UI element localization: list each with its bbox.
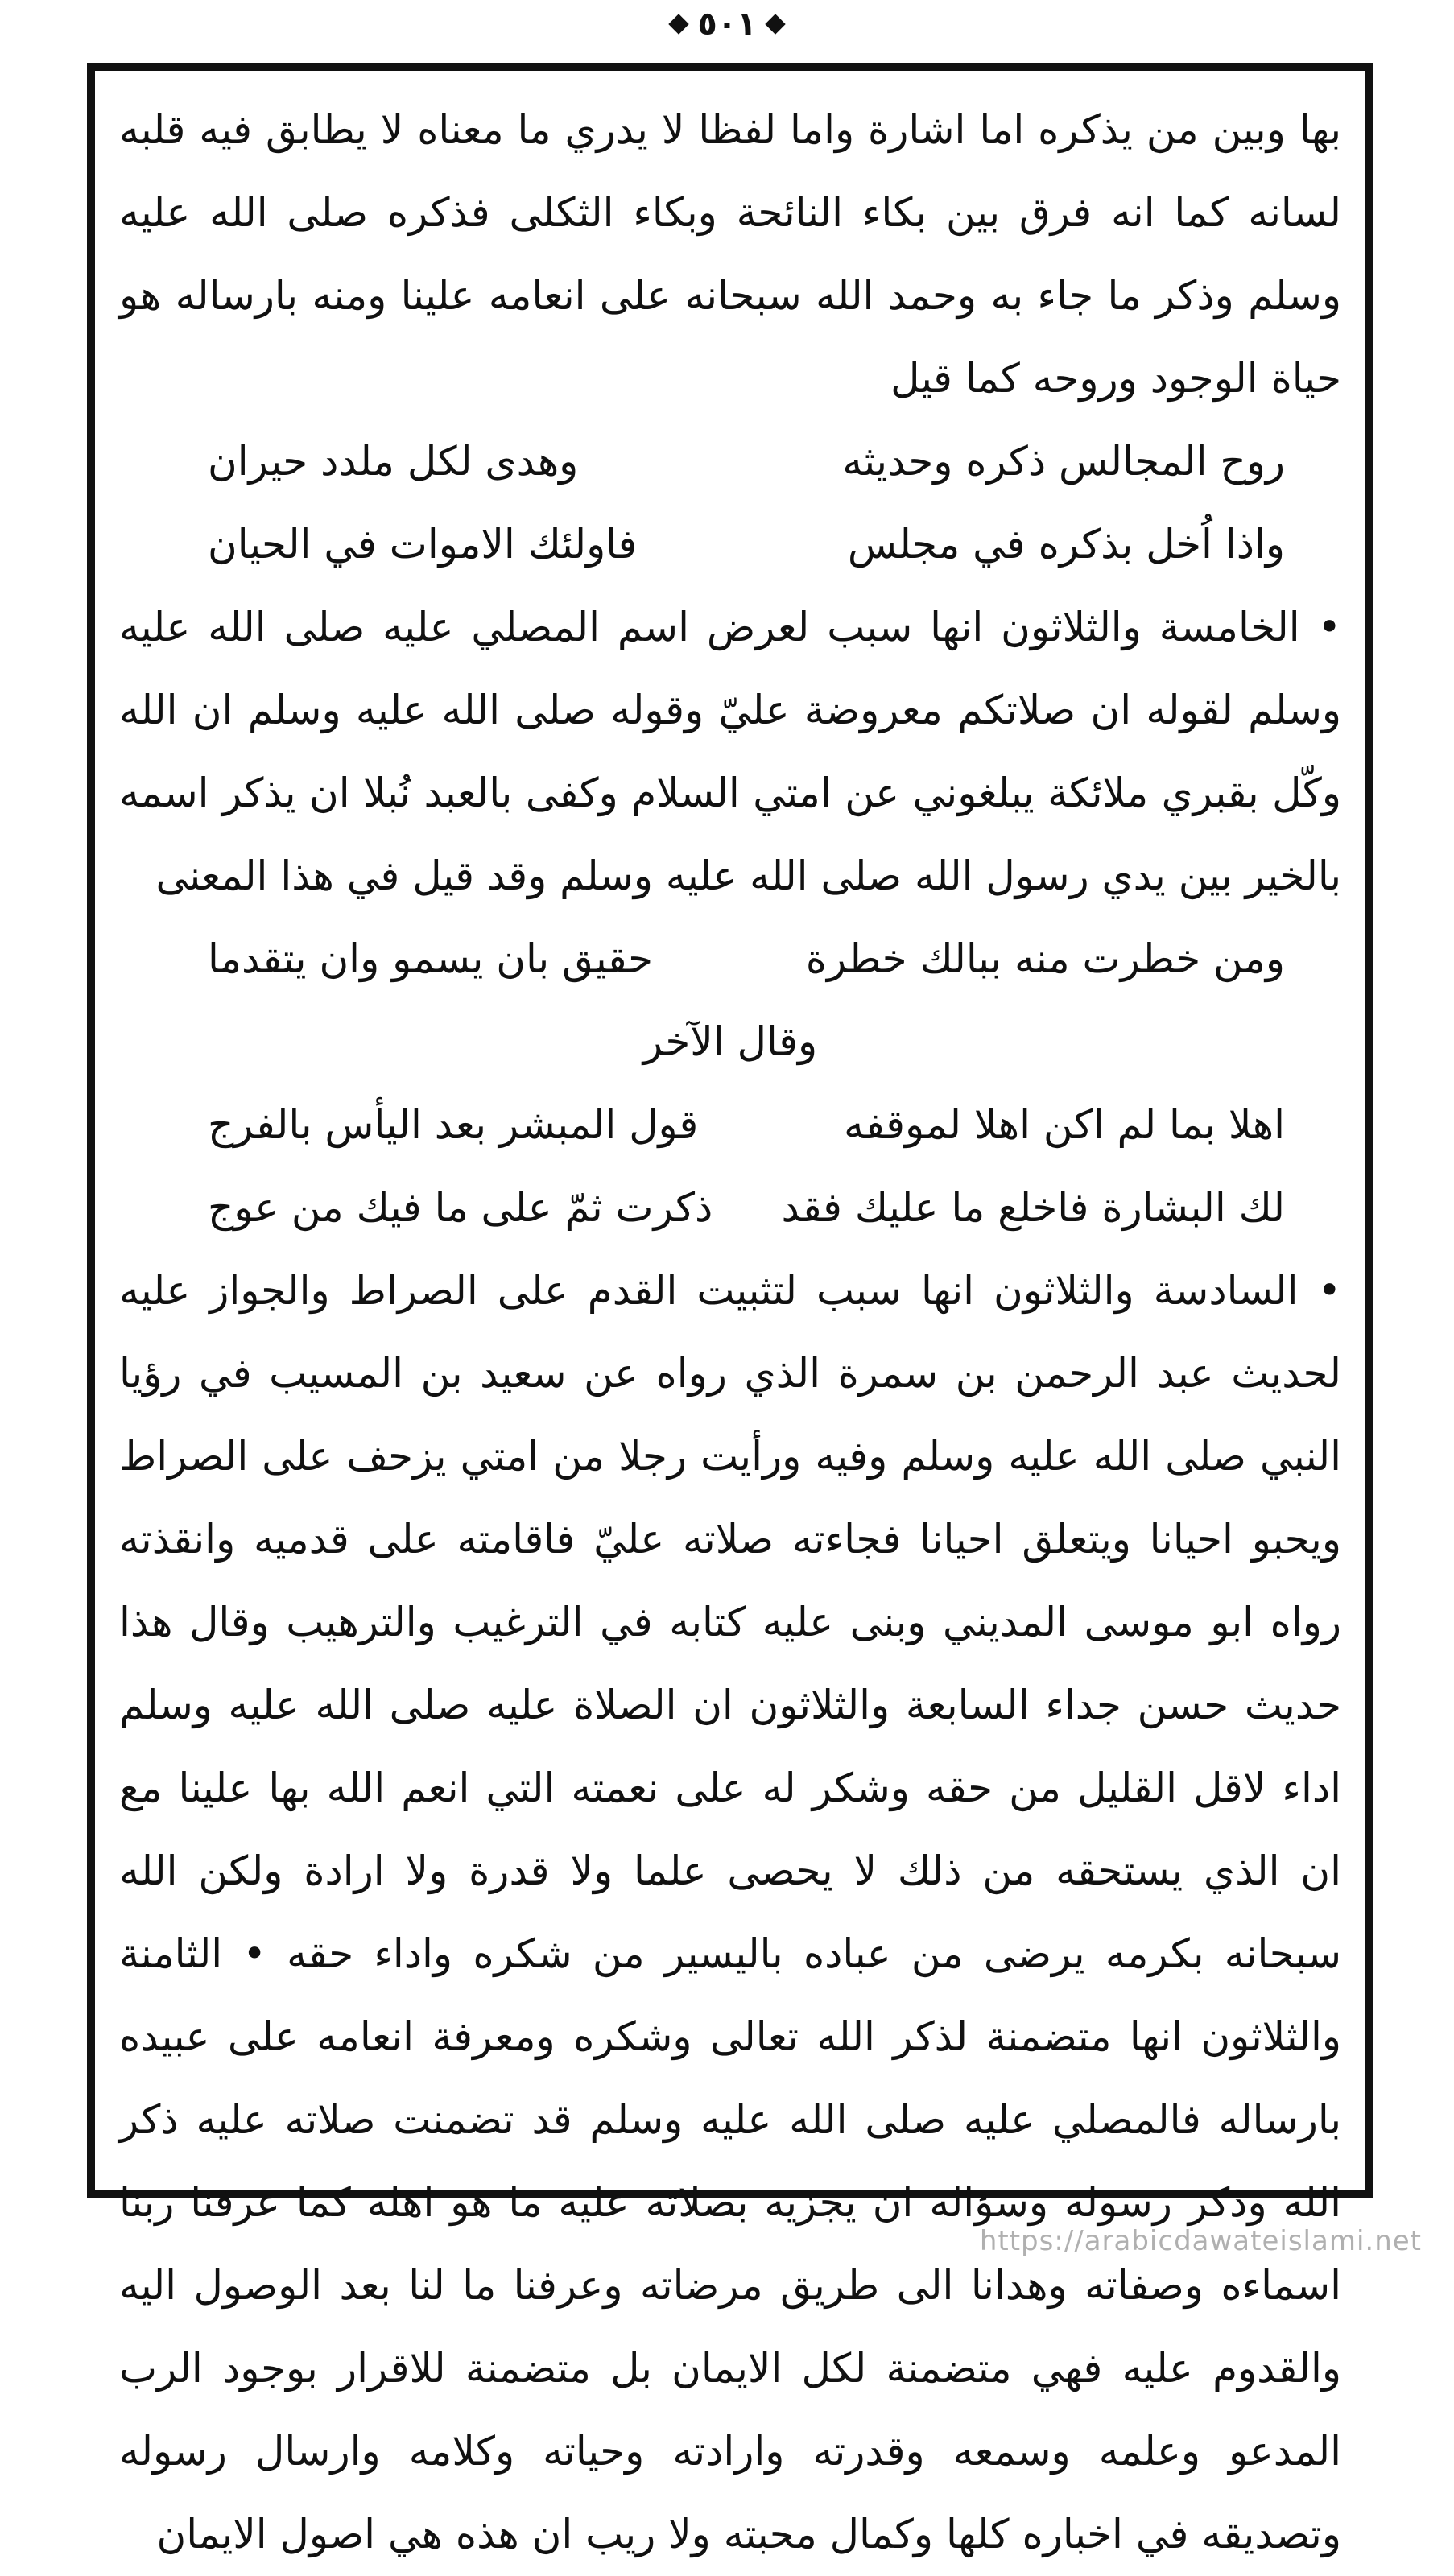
verse-second-hemistich: وهدى لكل ملدد حيران — [208, 438, 579, 485]
verse-first-hemistich: روح المجالس ذكره وحديثه — [842, 438, 1285, 485]
verse-first-hemistich: ومن خطرت منه ببالك خطرة — [805, 935, 1285, 982]
verse-line — [119, 1084, 1341, 1166]
verse-line — [119, 503, 1341, 586]
diamond-ornament-icon — [669, 14, 689, 34]
verse-first-hemistich: لك البشارة فاخلع ما عليك فقد — [781, 1184, 1285, 1231]
verse-line — [119, 1166, 1341, 1249]
verse-first-hemistich: اهلا بما لم اكن اهلا لموقفه — [844, 1101, 1285, 1148]
verse-intro-line: وقال الآخر — [642, 1018, 818, 1065]
text-block — [119, 89, 1341, 2576]
verse-line — [119, 918, 1341, 1001]
paragraph-thirty-sixth: • السادسة والثلاثون انها سبب لتثبيت القدم على الصراط والجواز عليه لحديث عبد الرحمن بن سمرة الذي رواه عن سعيد بن المسيب في رؤيا النبي صلى الله عليه وسلم وفيه ورأيت رجلا من امتي يزحف على الصراط ويحبو احيانا ويتعلق احيانا فجاءته صلاته عليّ فاقامته على قدميه وانقذته رواه ابو موسى المديني وبنى عليه كتابه في الترغيب والترهيب وقال هذا حديث حسن جداء السابعة والثلاثون ان الصلاة عليه صلى الله عليه وسلم اداء لاقل القليل من حقه وشكر له على نعمته التي انعم الله بها علينا مع ان الذي يستحقه من ذلك لا يحصى علما ولا قدرة ولا ارادة ولكن الله سبحانه بكرمه يرضى من عباده باليسير من شكره واداء حقه • الثامنة والثلاثون انها متضمنة لذكر الله تعالى وشكره ومعرفة انعامه على عبيده بارساله فالمصلي عليه صلى الله عليه وسلم قد تضمنت صلاته عليه ذكر الله وذكر رسوله وسؤاله ان يجزيه بصلاته عليه ما هو اهله كما عرفنا ربنا اسماءه وصفاته وهدانا الى طريق مرضاته وعرفنا ما لنا بعد الوصول اليه والقدوم عليه فهي متضمنة لكل الايمان بل متضمنة للاقرار بوجود الرب المدعو وعلمه وسمعه وقدرته وارادته وحياته وكلامه وارسال رسوله وتصديقه في اخباره كلها وكمال محبته ولا ريب ان هذه هي اصول الايمان — [119, 1267, 1341, 2557]
page-number-text: ٥٠١ — [697, 6, 757, 43]
verse-line — [119, 420, 1341, 503]
verse-second-hemistich: فاولئك الاموات في الحيان — [208, 521, 638, 568]
verse-second-hemistich: قول المبشر بعد اليأس بالفرج — [208, 1101, 699, 1148]
verse-first-hemistich: واذا اُخل بذكره في مجلس — [847, 521, 1285, 568]
verse-second-hemistich: ذكرت ثمّ على ما فيك من عوج — [208, 1184, 713, 1231]
diamond-ornament-icon — [765, 14, 785, 34]
paragraph-thirty-fifth: • الخامسة والثلاثون انها سبب لعرض اسم المصلي عليه صلى الله عليه وسلم لقوله ان صلاتكم معروضة عليّ وقوله صلى الله عليه وسلم ان الله وكّل بقبري ملائكة يبلغوني عن امتي السلام وكفى بالعبد نُبلا ان يذكر اسمه بالخير بين يدي رسول الله صلى الله عليه وسلم وقد قيل في هذا المعنى — [119, 604, 1341, 899]
watermark-url: https://arabicdawateislami.net — [979, 2225, 1422, 2257]
paragraph-opening: بها وبين من يذكره اما اشارة واما لفظا لا يدري ما معناه لا يطابق فيه قلبه لسانه كما انه فرق بين بكاء النائحة وبكاء الثكلى فذكره صلى الله عليه وسلم وذكر ما جاء به وحمد الله سبحانه على انعامه علينا ومنه بارساله هو حياة الوجود وروحه كما قيل — [119, 106, 1341, 402]
verse-second-hemistich: حقيق بان يسمو وان يتقدما — [208, 935, 654, 982]
page-number — [0, 0, 1454, 48]
